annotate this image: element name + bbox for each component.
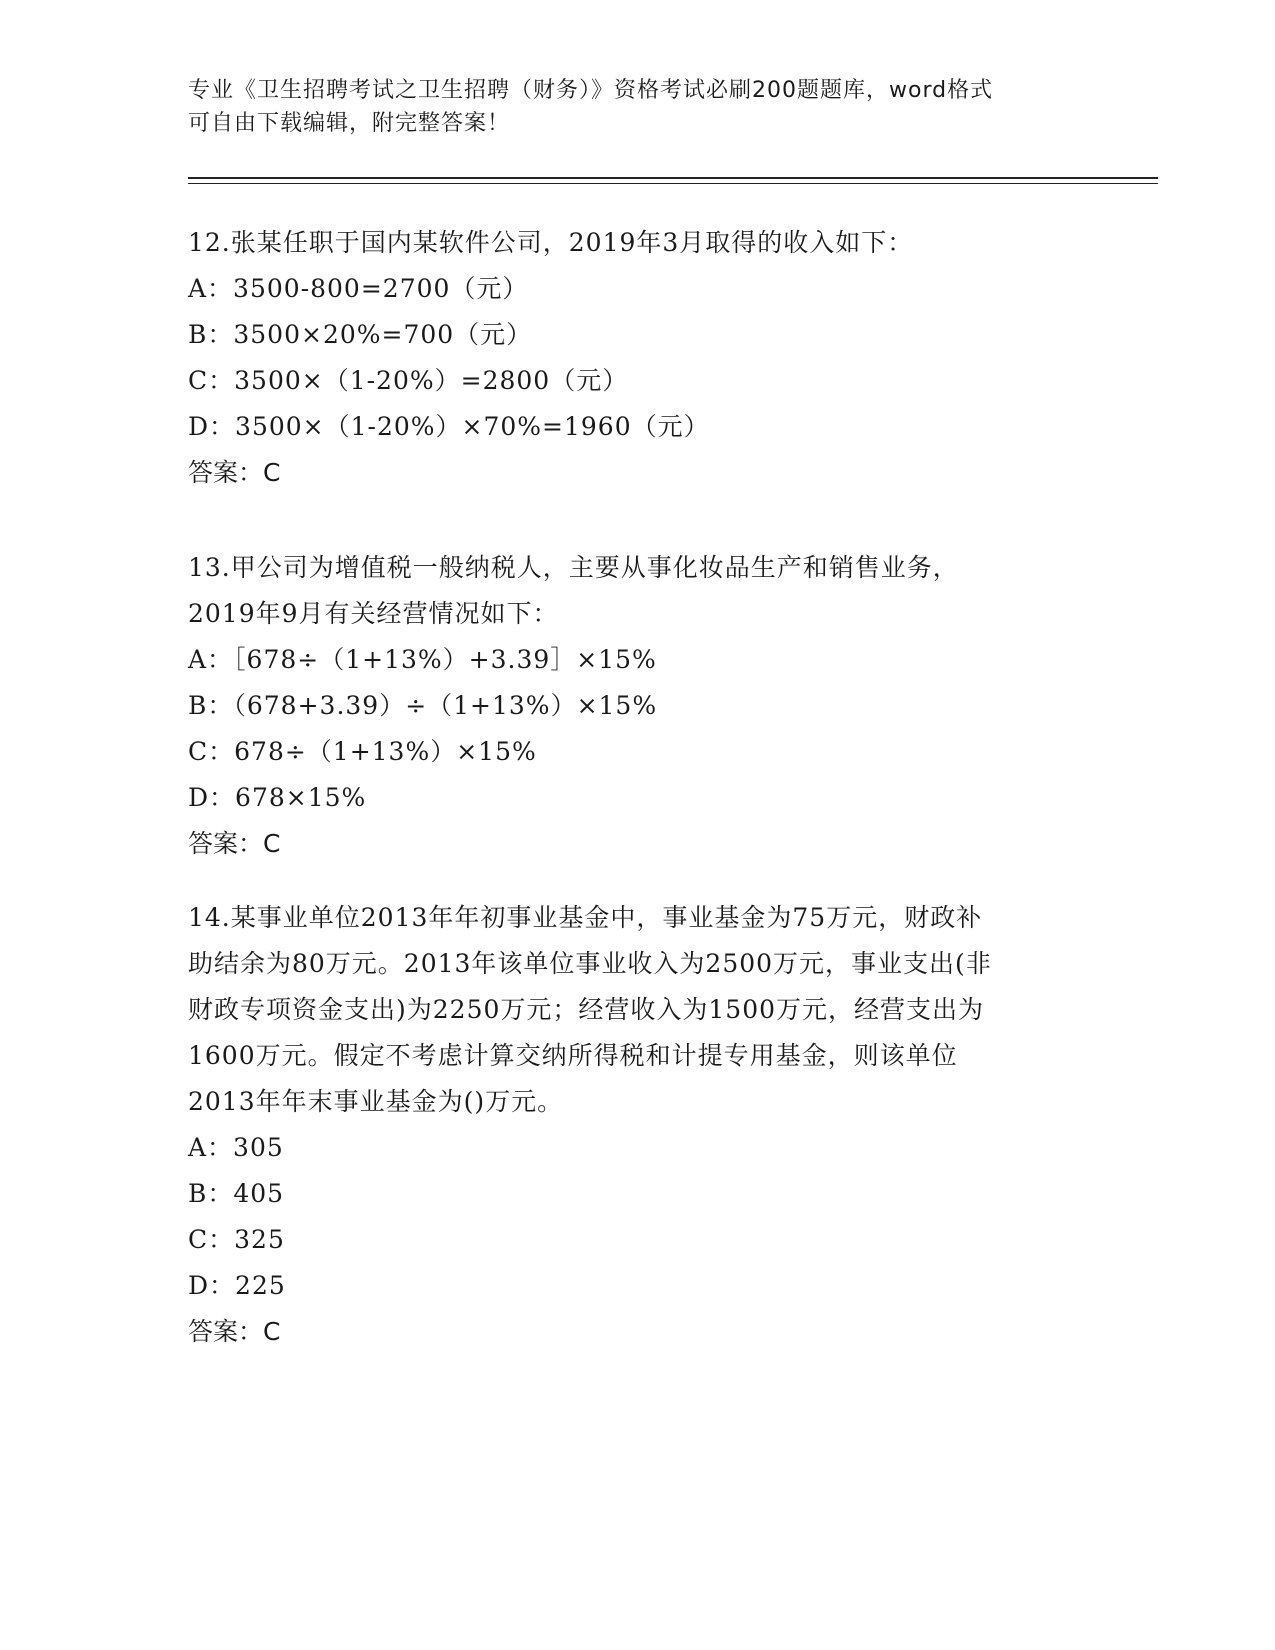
stem-line: 助结余为80万元。2013年该单位事业收入为2500万元，事业支出(非	[188, 949, 992, 978]
document-header	[188, 74, 1088, 140]
option-d: D：678×15%	[188, 783, 367, 812]
stem-line: 2019年9月有关经营情况如下：	[188, 599, 559, 628]
answer-label: 答案：C	[188, 829, 281, 858]
option-d: D：225	[188, 1271, 286, 1300]
question-stem	[188, 545, 1088, 637]
stem-line: 1600万元。假定不考虑计算交纳所得税和计提专用基金，则该单位	[188, 1041, 958, 1070]
question-stem	[188, 895, 1088, 1125]
option-a: A：［678÷（1+13%）+3.39］×15%	[188, 645, 657, 674]
header-divider-top	[188, 177, 1158, 179]
option-d: D：3500×（1-20%）×70%=1960（元）	[188, 412, 710, 441]
option-c: C：3500×（1-20%）=2800（元）	[188, 366, 629, 395]
option-b: B：（678+3.39）÷（1+13%）×15%	[188, 691, 658, 720]
stem-line: 12.张某任职于国内某软件公司，2019年3月取得的收入如下：	[188, 228, 914, 257]
header-divider-bottom	[188, 183, 1158, 184]
stem-line: 财政专项资金支出)为2250万元；经营收入为1500万元，经营支出为	[188, 995, 985, 1024]
question-12	[188, 220, 1088, 496]
option-c: C：325	[188, 1225, 285, 1254]
header-line-2: 可自由下载编辑，附完整答案！	[188, 111, 511, 136]
stem-line: 13.甲公司为增值税一般纳税人，主要从事化妆品生产和销售业务，	[188, 553, 959, 582]
option-c: C：678÷（1+13%）×15%	[188, 737, 537, 766]
answer-label: 答案：C	[188, 1317, 281, 1346]
question-13	[188, 545, 1088, 867]
option-b: B：3500×20%=700（元）	[188, 320, 533, 349]
option-b: B：405	[188, 1179, 285, 1208]
header-line-1: 专业《卫生招聘考试之卫生招聘（财务）》资格考试必刷200题题库，word格式	[188, 78, 994, 103]
question-14	[188, 895, 1088, 1355]
stem-line: 14.某事业单位2013年年初事业基金中，事业基金为75万元，财政补	[188, 903, 983, 932]
option-a: A：305	[188, 1133, 284, 1162]
question-stem	[188, 220, 1088, 266]
answer-label: 答案：C	[188, 458, 281, 487]
option-a: A：3500-800=2700（元）	[188, 274, 529, 303]
stem-line: 2013年年末事业基金为()万元。	[188, 1087, 564, 1116]
